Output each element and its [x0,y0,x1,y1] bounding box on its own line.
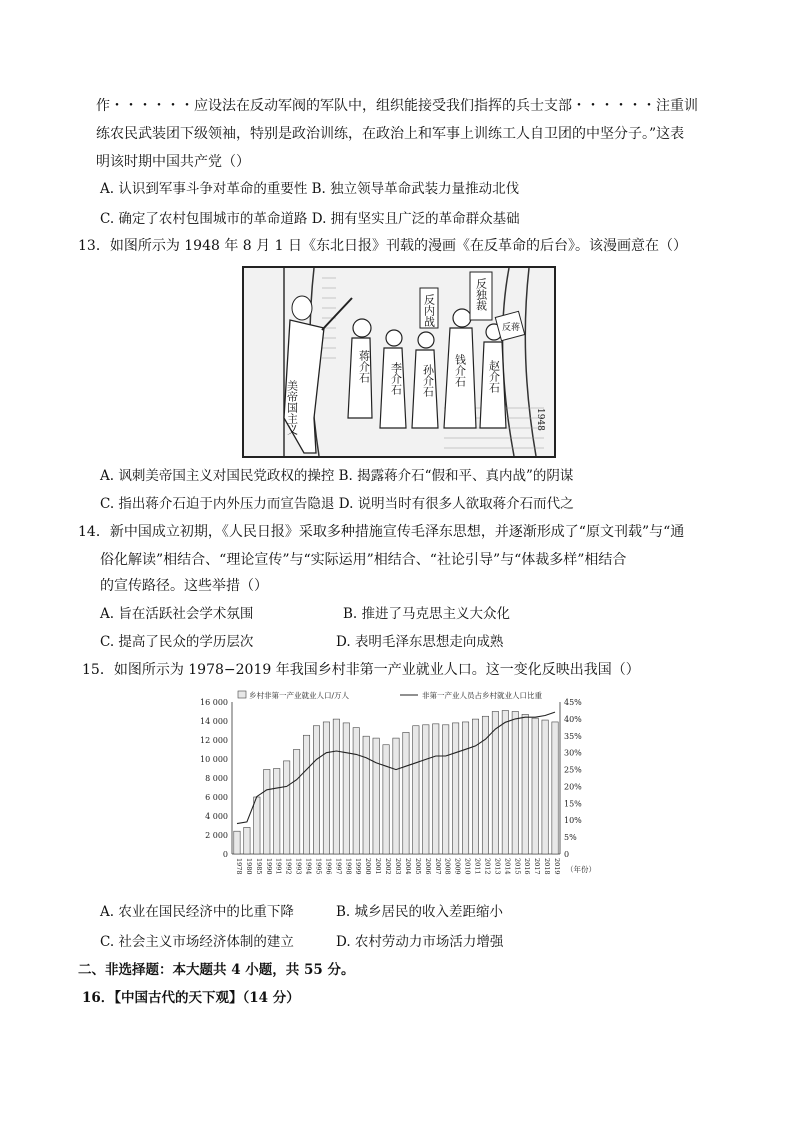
x-tick-label: 2004 [403,858,412,875]
y-left-tick-label: 14 000 [200,717,228,726]
cartoon-label-li: 李介石 [389,362,403,395]
y-left-tick-label: 10 000 [200,755,228,764]
q14-option-a: A. 旨在活跃社会学术氛围 [100,606,254,622]
bar [254,797,260,854]
section-heading: 二、非选择题：本大题共 4 小题，共 55 分。 [78,962,355,978]
x-tick-label: 2001 [374,858,383,875]
bar [244,827,250,854]
q12-options-ab: A. 认识到军事斗争对革命的重要性 B. 独立领导革命武装力量推动北伐 [100,181,520,197]
q14-option-d: D. 表明毛泽东思想走向成熟 [336,634,504,650]
bar [313,726,319,854]
bar [462,722,468,854]
x-tick-label: 1999 [354,858,363,875]
y-right-tick-label: 20% [564,782,582,792]
q13-stem: 13．如图所示为 1948 年 8 月 1 日《东北日报》刊载的漫画《在反革命的后台》。该漫画意在（） [78,238,687,254]
x-tick-label: 2010 [463,858,472,875]
x-axis-label: （年份） [566,865,596,874]
bar [512,712,518,855]
bar [472,719,478,854]
cartoon-drawing [244,268,554,456]
y-right-tick-label: 30% [564,748,582,758]
x-tick-label: 1985 [254,858,263,875]
y-right-tick-label: 35% [564,731,582,741]
bar [452,723,458,854]
y-left-tick-label: 0 [222,850,228,859]
q12-line1: 作・・・・・・应设法在反动军阀的军队中，组织能接受我们指挥的兵士支部・・・・・・注重训 [96,98,698,114]
q14-option-c: C. 提高了民众的学历层次 [100,634,254,650]
x-tick-label: 2005 [413,858,422,875]
bar [502,711,508,854]
y-left-tick-label: 8 000 [205,774,228,783]
x-tick-label: 1998 [344,858,353,875]
q15-option-d: D. 农村劳动力市场活力增强 [336,934,504,950]
y-left-tick-label: 2 000 [205,831,228,840]
bar [492,712,498,855]
q16-heading: 16．【中国古代的天下观】（14 分） [82,990,300,1006]
x-tick-label: 1997 [334,858,343,875]
cartoon-label-qian: 钱介石 [453,354,467,387]
y-right-tick-label: 40% [564,714,582,724]
bar [383,745,389,854]
cartoon-label-anti-dictatorship: 反独裁 [474,278,488,311]
x-tick-label: 1980 [244,858,253,875]
cartoon-label-anti-jiang: 反蒋 [502,323,521,333]
bar [532,718,538,854]
cartoon-image [242,266,556,458]
bar [333,719,339,854]
bar [283,761,289,854]
x-tick-label: 2019 [553,858,562,875]
x-tick-label: 2003 [394,858,402,875]
q14-option-b: B. 推进了马克思主义大众化 [343,606,511,622]
x-tick-label: 2007 [433,858,442,875]
cartoon-label-year: 1948 [535,408,545,431]
cartoon-label-zhao: 赵介石 [487,360,501,393]
x-tick-label: 2016 [523,858,532,875]
x-tick-label: 2014 [503,858,512,875]
y-right-tick-label: 15% [564,799,582,809]
x-tick-label: 2009 [453,858,462,875]
x-tick-label: 1995 [314,858,323,875]
bar [443,725,449,854]
q13-options-ab: A. 讽刺美帝国主义对国民党政权的操控 B. 揭露蒋介石“假和平、真内战”的阴谋 [100,468,574,484]
bar [552,722,558,854]
bar [264,769,270,854]
q14-line3: 的宣传路径。这些举措（） [100,578,268,594]
q12-line2: 练农民武装团下级领袖，特别是政治训练，在政治上和军事上训练工人自卫团的中坚分子。”这表 [96,126,685,142]
bar [423,725,429,854]
bar [373,738,379,854]
bar [413,726,419,854]
cartoon-label-sun: 孙介石 [421,364,435,397]
q15-stem: 15．如图所示为 1978−2019 年我国乡村非第一产业就业人口。这一变化反映出我国（） [82,662,640,678]
x-tick-label: 1996 [324,858,333,875]
y-left-tick-label: 12 000 [200,736,228,745]
x-tick-label: 2002 [384,858,393,875]
cartoon-label-us: 美帝国主义 [285,380,299,435]
x-tick-label: 2017 [533,858,542,875]
y-right-tick-label: 45% [564,698,582,707]
bar [353,728,359,854]
bar [522,714,528,854]
q15-option-a: A. 农业在国民经济中的比重下降 [100,904,294,920]
legend-line-label: 非第一产业人员占乡村就业人口比重 [422,691,542,700]
legend-bar-swatch [238,691,246,698]
q15-option-b: B. 城乡居民的收入差距缩小 [336,904,504,920]
bar [274,769,280,855]
q14-line1: 14．新中国成立初期，《人民日报》采取多种措施宣传毛泽东思想，并逐渐形成了“原文刊载”与“通 [78,524,685,540]
cartoon-label-anti-war: 反内战 [422,294,436,327]
y-left-tick-label: 16 000 [200,698,228,707]
x-tick-label: 1991 [274,858,283,875]
bar [393,738,399,854]
bar [293,750,299,855]
x-tick-label: 2006 [423,858,432,875]
x-tick-label: 1978 [234,858,243,875]
bar [303,735,309,854]
q13-options-cd: C. 指出蒋介石迫于内外压力而宣告隐退 D. 说明当时有很多人欲取蒋介石而代之 [100,496,574,512]
x-tick-label: 2011 [473,858,482,875]
x-tick-label: 1990 [264,858,273,875]
legend-bar-label: 乡村非第一产业就业人口/万人 [249,691,350,700]
x-tick-label: 2000 [364,858,373,875]
y-left-tick-label: 6 000 [205,793,228,802]
x-tick-label: 2018 [543,858,552,875]
x-tick-label: 2015 [513,858,522,875]
cartoon-label-jiang: 蒋介石 [357,350,371,383]
x-tick-label: 1994 [304,858,313,875]
y-right-tick-label: 25% [564,765,582,775]
bar [323,722,329,854]
x-tick-label: 1992 [284,858,293,875]
q15-option-c: C. 社会主义市场经济体制的建立 [100,934,294,950]
x-tick-label: 2012 [483,858,492,875]
y-left-tick-label: 4 000 [205,812,228,821]
x-tick-label: 2013 [493,858,502,875]
bar [433,724,439,854]
y-right-tick-label: 0 [564,850,570,859]
q12-options-cd: C. 确定了农村包围城市的革命道路 D. 拥有坚实且广泛的革命群众基础 [100,211,520,227]
y-right-tick-label: 5% [564,833,577,843]
bar [403,732,409,854]
y-right-tick-label: 10% [564,816,582,826]
bar [343,723,349,854]
x-tick-label: 1993 [294,858,303,875]
bar [234,831,240,854]
bar [363,736,369,854]
x-tick-label: 2008 [443,858,452,875]
chart-svg [196,688,606,888]
q12-line3: 明该时期中国共产党（） [96,154,250,170]
bar [542,720,548,854]
employment-chart [196,688,606,888]
q14-line2: 俗化解读”相结合、“理论宣传”与“实际运用”相结合、“社论引导”与“体裁多样”相结合 [100,552,627,568]
